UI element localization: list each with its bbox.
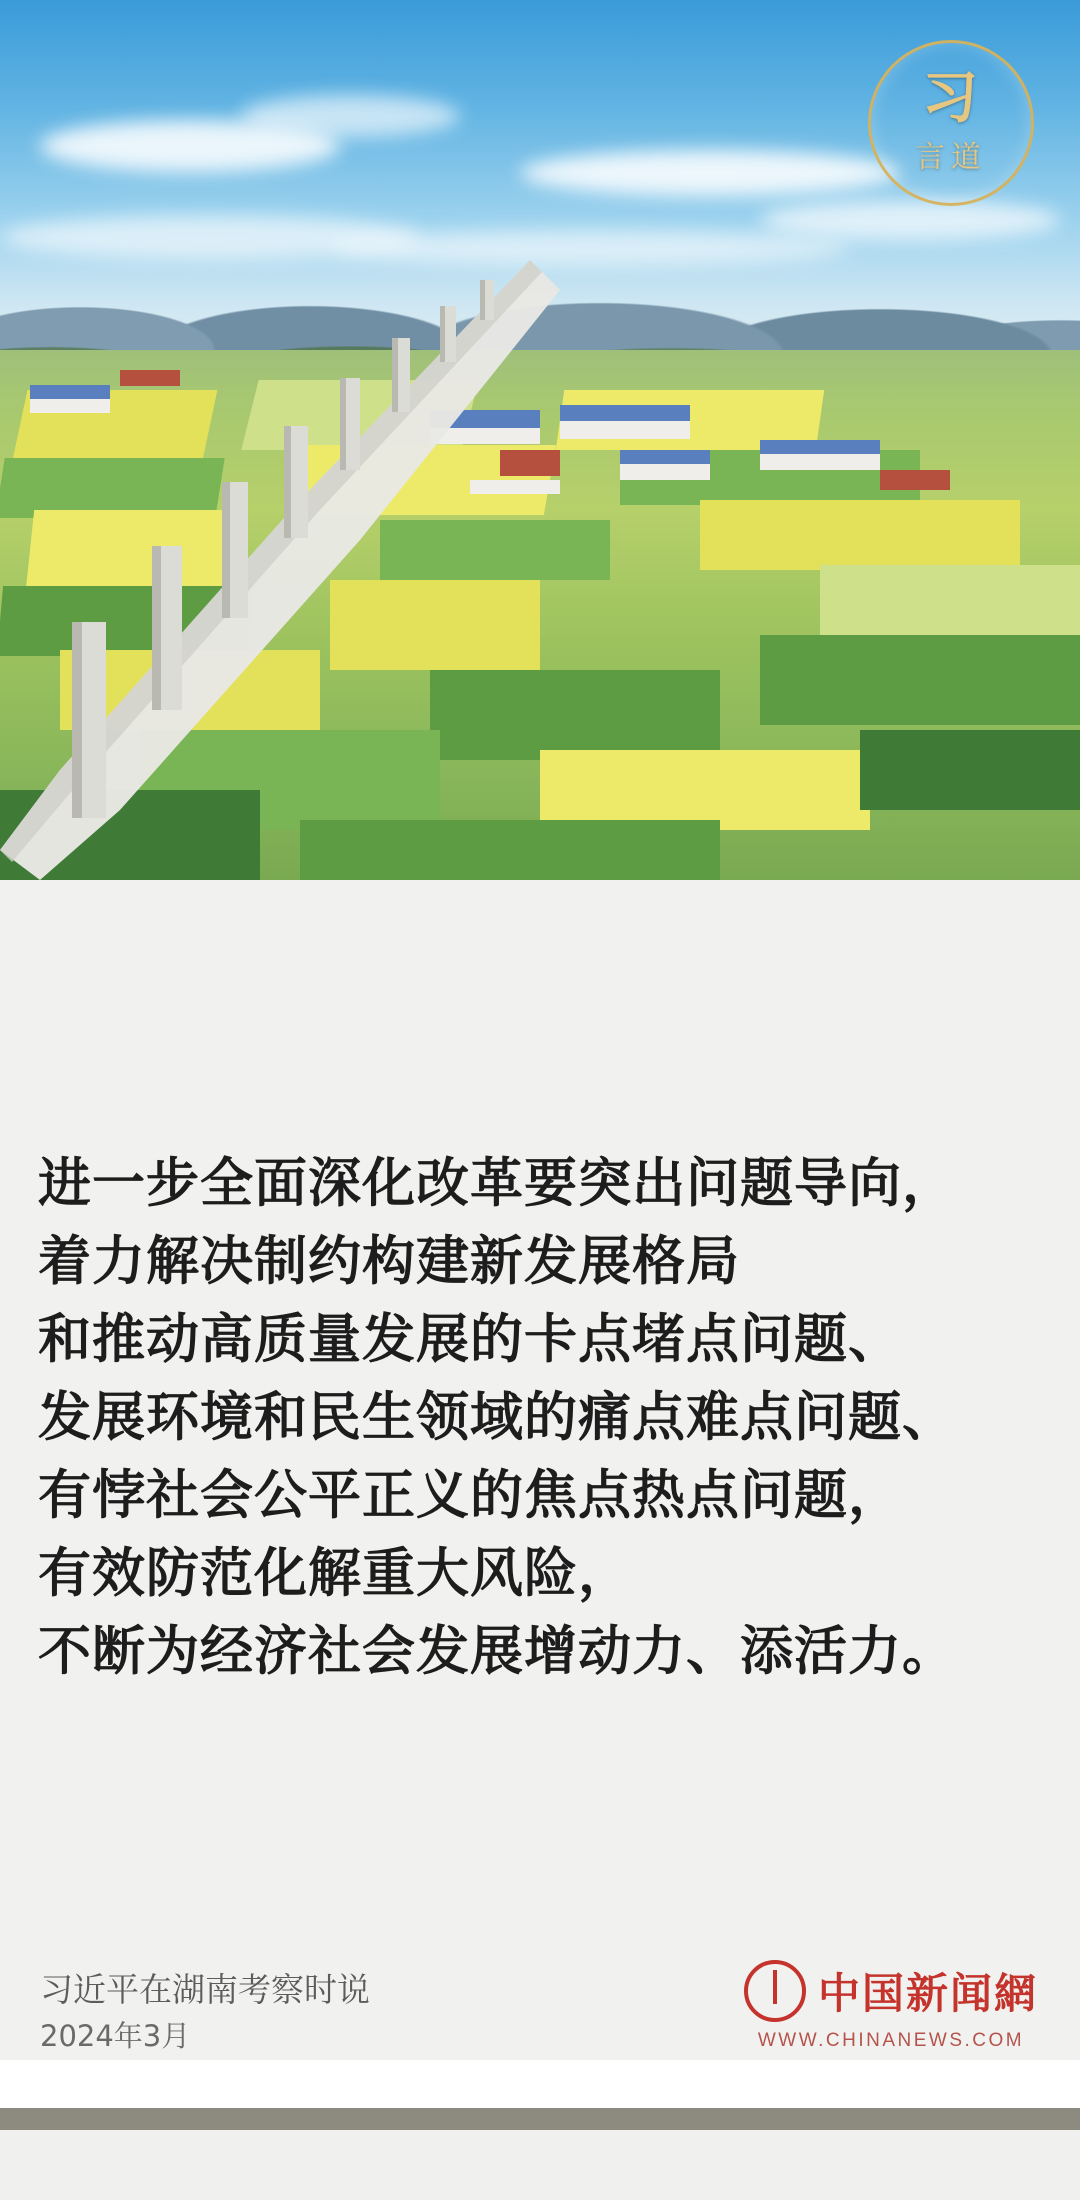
village-building — [430, 410, 540, 428]
bottom-accent-strip — [0, 2108, 1080, 2130]
chinanews-mark-icon — [744, 1960, 806, 2022]
village-building — [500, 450, 560, 476]
field-patch — [26, 510, 244, 590]
village-building — [560, 421, 690, 439]
quote-line: 有悖社会公平正义的焦点热点问题， — [38, 1465, 902, 1526]
village-building — [560, 405, 690, 421]
field-patch — [0, 458, 225, 518]
field-patch — [760, 635, 1080, 725]
field-patch — [540, 750, 870, 830]
header-photo — [0, 0, 1080, 880]
quote-panel — [0, 880, 1080, 2130]
village-building — [760, 440, 880, 454]
field-patch — [430, 670, 720, 760]
field-patch — [0, 586, 253, 656]
cloud — [240, 95, 460, 137]
village-building — [620, 450, 710, 464]
chinanews-logo — [744, 1960, 1038, 2052]
xi-yan-dao-seal — [868, 40, 1034, 206]
village-building — [760, 454, 880, 470]
quote-block — [38, 1145, 1048, 1691]
logo-name: 中国新闻網 — [817, 1969, 1038, 2018]
village-building — [470, 480, 560, 494]
village-building — [30, 399, 110, 413]
quote-line: 有效防范化解重大风险， — [38, 1543, 632, 1604]
village-building — [620, 464, 710, 480]
quote-line: 不断为经济社会发展增动力、添活力。 — [38, 1621, 956, 1682]
seal-main-char: 习 — [922, 65, 980, 131]
field-patch — [300, 820, 720, 880]
field-patch — [0, 790, 260, 880]
logo-url: WWW.CHINANEWS.COM — [757, 2030, 1025, 2051]
village-building — [30, 385, 110, 399]
field-patch — [860, 730, 1080, 810]
quote-line: 和推动高质量发展的卡点堵点问题、 — [38, 1309, 902, 1370]
field-patch — [330, 580, 540, 670]
attribution — [40, 1966, 370, 2058]
village-building — [430, 428, 540, 444]
logo-row — [744, 1960, 1038, 2022]
seal-sub-chars: 言道 — [915, 140, 987, 175]
quote-line: 着力解决制约构建新发展格局 — [38, 1231, 740, 1292]
village-building — [120, 370, 180, 386]
farmland-layer — [0, 350, 1080, 880]
field-patch — [380, 520, 610, 580]
field-patch — [700, 500, 1020, 570]
village-building — [880, 470, 950, 490]
field-patch — [820, 565, 1080, 635]
quote-line: 进一步全面深化改革要突出问题导向， — [38, 1153, 956, 1214]
cloud — [520, 150, 900, 196]
cloud — [760, 200, 1060, 240]
attribution-date: 2024年3月 — [40, 2019, 191, 2053]
quote-line: 发展环境和民生领域的痛点难点问题、 — [38, 1387, 956, 1448]
field-patch — [60, 650, 320, 730]
attribution-source: 习近平在湖南考察时说 — [40, 1970, 370, 2009]
